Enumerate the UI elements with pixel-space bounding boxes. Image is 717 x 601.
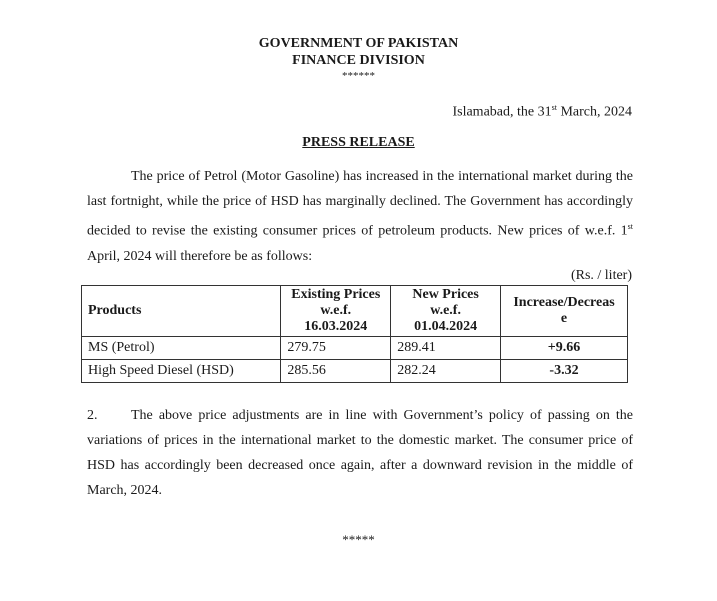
government-title: GOVERNMENT OF PAKISTAN (258, 36, 459, 51)
end-asterisks: ***** (342, 532, 375, 547)
row-existing-price: 285.56 (281, 360, 391, 383)
paragraph-2-number: 2. (87, 408, 98, 423)
heading-text: PRESS RELEASE (302, 135, 415, 150)
header-increase-decrease (501, 286, 628, 337)
header-new-line3: 01.04.2024 (414, 319, 478, 334)
table-header-row (82, 286, 628, 337)
paragraph-2 (87, 403, 633, 503)
row-change: +9.66 (501, 337, 628, 360)
header-change-line2: e (560, 311, 568, 326)
header-new-line1: New Prices (412, 287, 479, 302)
row-existing-price: 279.75 (281, 337, 391, 360)
row-new-price: 289.41 (391, 337, 501, 360)
row-product: MS (Petrol) (82, 337, 281, 360)
dateline-suffix: March, 2024 (556, 104, 632, 120)
paragraph-1-sup: st (627, 222, 633, 231)
dateline (452, 103, 632, 121)
unit-note: (Rs. / liter) (570, 268, 632, 283)
table-row (82, 337, 628, 360)
paragraph-1 (87, 164, 633, 269)
header-new-line2: w.e.f. (430, 303, 461, 318)
division-title: FINANCE DIVISION (292, 53, 425, 68)
dateline-sup: st (551, 103, 557, 112)
header-change-line1: Increase/Decreas (513, 295, 615, 310)
table-row (82, 360, 628, 383)
header-existing-prices (281, 286, 391, 337)
paragraph-1-text-a: The price of Petrol (Motor Gasoline) has increased in the international market during the last fortnight, while the price of HSD has marginally declined. The Government has accordingly decided to revise the existing consumer prices of petroleum products. New prices of w.e.f. 1 (87, 169, 633, 239)
row-product: High Speed Diesel (HSD) (82, 360, 281, 383)
header-existing-line3: 16.03.2024 (304, 319, 368, 334)
header-existing-line1: Existing Prices (291, 287, 381, 302)
header-existing-line2: w.e.f. (320, 303, 352, 318)
paragraph-1-text-b: April, 2024 will therefore be as follows: (87, 248, 313, 264)
press-release-heading (0, 135, 717, 151)
row-new-price: 282.24 (391, 360, 501, 383)
dateline-prefix: Islamabad, the 31 (452, 104, 552, 120)
header-asterisks: ****** (342, 70, 375, 82)
row-change: -3.32 (501, 360, 628, 383)
paragraph-2-text: The above price adjustments are in line with Government’s policy of passing on the variations of prices in the international market to the domestic market. The consumer price of HSD has accordingly been decreased once again, after a downward revision in the middle of March, 2024. (87, 408, 633, 498)
header-products: Products (82, 286, 281, 337)
header-new-prices (391, 286, 501, 337)
price-table (81, 285, 628, 383)
